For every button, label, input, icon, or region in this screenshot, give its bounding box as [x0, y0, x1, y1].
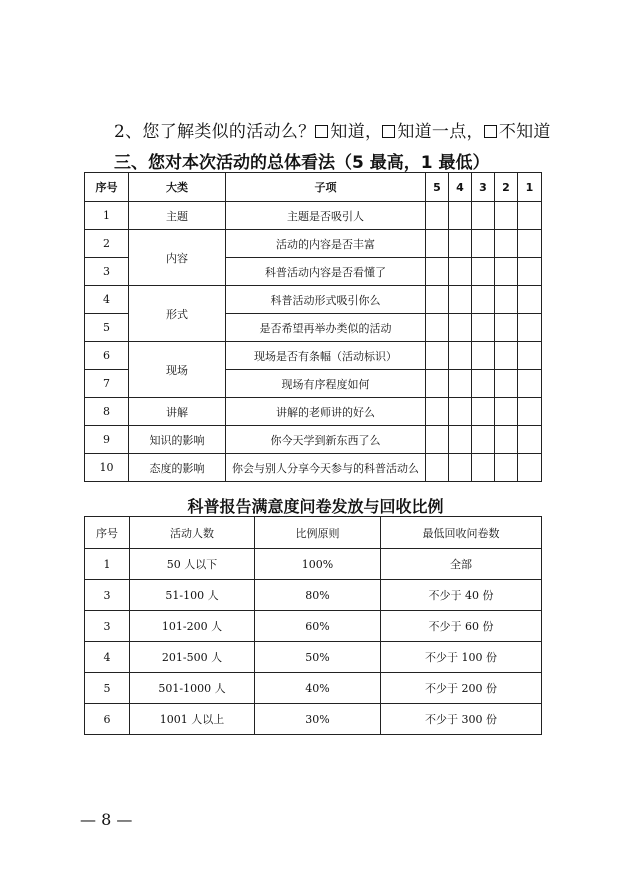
row-category: 主题	[129, 202, 226, 230]
row-category: 态度的影响	[129, 454, 226, 482]
cell: 6	[85, 704, 130, 735]
option-know[interactable]	[315, 117, 382, 142]
rating-cell[interactable]	[472, 398, 495, 426]
rating-cell[interactable]	[426, 370, 449, 398]
rating-cell[interactable]	[518, 370, 542, 398]
cell: 全部	[381, 549, 542, 580]
rating-cell[interactable]	[449, 370, 472, 398]
row-number: 5	[85, 314, 129, 342]
rating-cell[interactable]	[426, 314, 449, 342]
rating-cell[interactable]	[472, 230, 495, 258]
row-number: 2	[85, 230, 129, 258]
rating-cell[interactable]	[495, 342, 518, 370]
option-label: 不知道	[498, 122, 551, 142]
cell: 不少于 300 份	[381, 704, 542, 735]
option-label: 知道一点，	[397, 122, 484, 142]
rating-cell[interactable]	[426, 342, 449, 370]
rating-cell[interactable]	[495, 314, 518, 342]
cell: 30%	[255, 704, 381, 735]
ratio-table	[84, 516, 542, 735]
rating-cell[interactable]	[449, 314, 472, 342]
row-item: 科普活动形式吸引你么	[226, 286, 426, 314]
rating-cell[interactable]	[472, 370, 495, 398]
row-item: 现场是否有条幅（活动标识）	[226, 342, 426, 370]
table-row	[85, 286, 542, 314]
cell: 3	[85, 611, 130, 642]
rating-cell[interactable]	[472, 286, 495, 314]
cell: 101-200 人	[130, 611, 255, 642]
rating-cell[interactable]	[426, 398, 449, 426]
rating-cell[interactable]	[449, 454, 472, 482]
rating-cell[interactable]	[518, 398, 542, 426]
table-row	[85, 580, 542, 611]
row-category: 知识的影响	[129, 426, 226, 454]
cell: 不少于 40 份	[381, 580, 542, 611]
rating-cell[interactable]	[495, 230, 518, 258]
row-number: 6	[85, 342, 129, 370]
rating-cell[interactable]	[518, 454, 542, 482]
header-cell: 大类	[129, 173, 226, 202]
row-number: 10	[85, 454, 129, 482]
cell: 60%	[255, 611, 381, 642]
rating-cell[interactable]	[449, 286, 472, 314]
header-cell: 3	[472, 173, 495, 202]
rating-cell[interactable]	[426, 426, 449, 454]
row-item: 你会与别人分享今天参与的科普活动么	[226, 454, 426, 482]
row-category: 内容	[129, 230, 226, 286]
header-cell: 活动人数	[130, 517, 255, 549]
row-item: 主题是否吸引人	[226, 202, 426, 230]
row-item: 是否希望再举办类似的活动	[226, 314, 426, 342]
rating-cell[interactable]	[449, 202, 472, 230]
cell: 51-100 人	[130, 580, 255, 611]
cell: 100%	[255, 549, 381, 580]
row-item: 你今天学到新东西了么	[226, 426, 426, 454]
rating-cell[interactable]	[472, 454, 495, 482]
table-2-title: 科普报告满意度问卷发放与回收比例	[187, 497, 444, 516]
table-row	[85, 426, 542, 454]
header-cell: 序号	[85, 517, 130, 549]
table-row	[85, 398, 542, 426]
table-row	[85, 642, 542, 673]
rating-cell[interactable]	[495, 258, 518, 286]
cell: 1	[85, 549, 130, 580]
rating-cell[interactable]	[426, 230, 449, 258]
rating-cell[interactable]	[426, 454, 449, 482]
rating-cell[interactable]	[472, 314, 495, 342]
checkbox[interactable]	[484, 125, 497, 138]
table-row	[85, 454, 542, 482]
table-row	[85, 342, 542, 370]
rating-cell[interactable]	[426, 258, 449, 286]
rating-cell[interactable]	[518, 314, 542, 342]
rating-cell[interactable]	[472, 258, 495, 286]
option-know-a-little[interactable]	[382, 117, 484, 142]
row-item: 讲解的老师讲的好么	[226, 398, 426, 426]
rating-cell[interactable]	[495, 202, 518, 230]
section-3-title: 三、您对本次活动的总体看法（5 最高，1 最低）	[114, 153, 490, 173]
rating-cell[interactable]	[518, 230, 542, 258]
row-number: 7	[85, 370, 129, 398]
row-number: 8	[85, 398, 129, 426]
cell: 5	[85, 673, 130, 704]
rating-cell[interactable]	[495, 398, 518, 426]
rating-cell[interactable]	[472, 202, 495, 230]
rating-cell[interactable]	[518, 258, 542, 286]
cell: 50%	[255, 642, 381, 673]
rating-cell[interactable]	[495, 370, 518, 398]
cell: 501-1000 人	[130, 673, 255, 704]
table-row	[85, 549, 542, 580]
row-item: 科普活动内容是否看懂了	[226, 258, 426, 286]
rating-cell[interactable]	[518, 202, 542, 230]
table-header-row	[85, 173, 542, 202]
row-category: 现场	[129, 342, 226, 398]
rating-cell[interactable]	[495, 454, 518, 482]
rating-cell[interactable]	[518, 426, 542, 454]
rating-cell[interactable]	[495, 286, 518, 314]
rating-cell[interactable]	[426, 286, 449, 314]
checkbox[interactable]	[315, 125, 328, 138]
row-number: 3	[85, 258, 129, 286]
row-number: 9	[85, 426, 129, 454]
row-number: 1	[85, 202, 129, 230]
table-row	[85, 230, 542, 258]
question-2-text: 2、您了解类似的活动么？	[114, 122, 316, 142]
option-dont-know[interactable]	[484, 117, 551, 142]
row-item: 现场有序程度如何	[226, 370, 426, 398]
question-2	[114, 117, 551, 142]
rating-cell[interactable]	[449, 258, 472, 286]
cell: 80%	[255, 580, 381, 611]
table-row	[85, 673, 542, 704]
cell: 3	[85, 580, 130, 611]
row-item: 活动的内容是否丰富	[226, 230, 426, 258]
header-cell: 1	[518, 173, 542, 202]
cell: 不少于 60 份	[381, 611, 542, 642]
checkbox[interactable]	[382, 125, 395, 138]
rating-cell[interactable]	[518, 342, 542, 370]
header-cell: 比例原则	[255, 517, 381, 549]
row-category: 形式	[129, 286, 226, 342]
rating-cell[interactable]	[472, 342, 495, 370]
cell: 不少于 200 份	[381, 673, 542, 704]
row-number: 4	[85, 286, 129, 314]
cell: 201-500 人	[130, 642, 255, 673]
rating-cell[interactable]	[449, 230, 472, 258]
table-header-row	[85, 517, 542, 549]
header-cell: 4	[449, 173, 472, 202]
rating-cell[interactable]	[426, 202, 449, 230]
rating-cell[interactable]	[449, 342, 472, 370]
table-row	[85, 704, 542, 735]
cell: 1001 人以上	[130, 704, 255, 735]
cell: 50 人以下	[130, 549, 255, 580]
row-category: 讲解	[129, 398, 226, 426]
header-cell: 序号	[85, 173, 129, 202]
table-row	[85, 202, 542, 230]
cell: 40%	[255, 673, 381, 704]
cell: 4	[85, 642, 130, 673]
evaluation-table	[84, 172, 542, 482]
rating-cell[interactable]	[472, 426, 495, 454]
rating-cell[interactable]	[518, 286, 542, 314]
option-label: 知道，	[330, 122, 383, 142]
header-cell: 最低回收问卷数	[381, 517, 542, 549]
table-row	[85, 611, 542, 642]
header-cell: 2	[495, 173, 518, 202]
page-number: — 8 —	[80, 810, 133, 829]
header-cell: 子项	[226, 173, 426, 202]
cell: 不少于 100 份	[381, 642, 542, 673]
header-cell: 5	[426, 173, 449, 202]
rating-cell[interactable]	[449, 398, 472, 426]
rating-cell[interactable]	[449, 426, 472, 454]
rating-cell[interactable]	[495, 426, 518, 454]
